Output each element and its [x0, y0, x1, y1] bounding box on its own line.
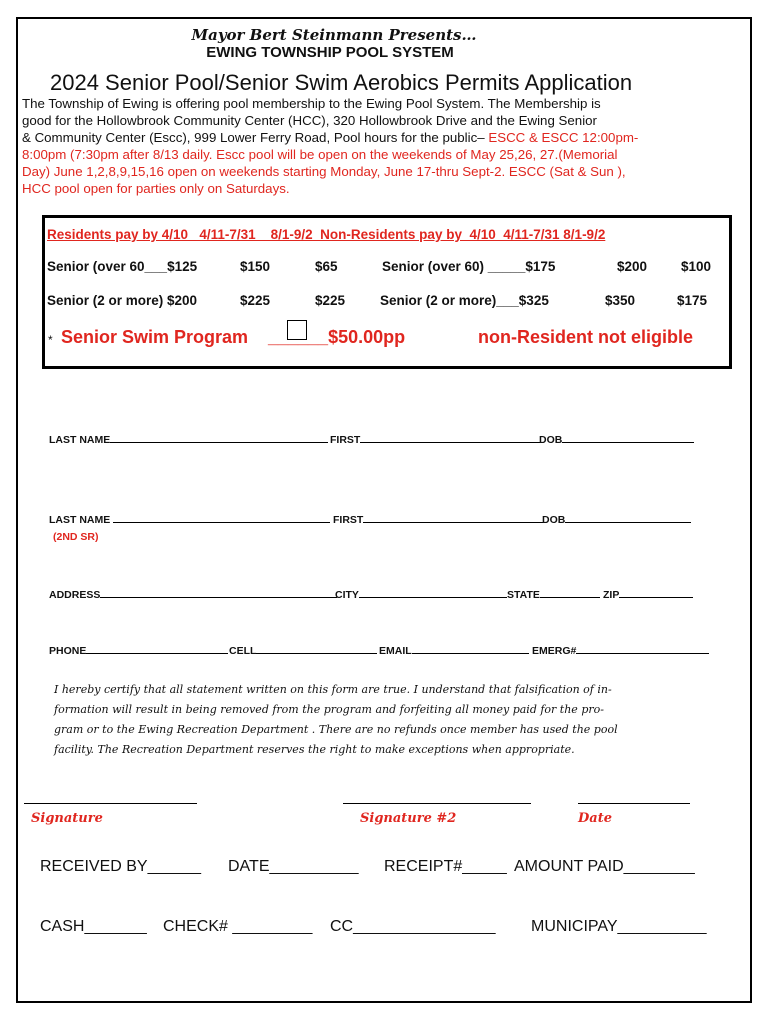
- cash-field[interactable]: CASH_______: [40, 918, 147, 935]
- municipay-field[interactable]: MUNICIPAY__________: [531, 918, 707, 935]
- intro-line: Day) June 1,2,8,9,15,16 open on weekends starting Monday, June 17-thru Sept-2. ESCC (Sat & Sun ),: [22, 164, 626, 179]
- office-date-field[interactable]: DATE__________: [228, 858, 359, 875]
- intro-paragraph: [22, 95, 750, 197]
- email-field[interactable]: [379, 644, 529, 657]
- intro-line: HCC pool open for parties only on Saturdays.: [22, 181, 290, 196]
- fee-row-senior-nonresident-label: Senior (over 60) _____$175: [382, 259, 556, 274]
- zip-line[interactable]: [619, 588, 693, 598]
- signature-2-label: Signature #2: [360, 811, 457, 826]
- city-line[interactable]: [359, 588, 507, 598]
- signature-2-line[interactable]: [343, 803, 531, 804]
- emergency-line[interactable]: [576, 644, 709, 654]
- received-by-field[interactable]: RECEIVED BY______: [40, 858, 201, 875]
- signature-label: Signature: [31, 811, 103, 826]
- dob-line[interactable]: [562, 433, 694, 443]
- email-line[interactable]: [412, 644, 529, 654]
- cell-field[interactable]: [229, 644, 377, 657]
- certify-line: formation will result in being removed from the program and forfeiting all money paid for the pro-: [54, 703, 604, 716]
- pool-system-heading: EWING TOWNSHIP POOL SYSTEM: [206, 44, 454, 61]
- fee-row-senior-value: $150: [240, 259, 271, 274]
- last-name-2-line[interactable]: [113, 513, 330, 523]
- state-field[interactable]: [507, 588, 600, 601]
- intro-line: [22, 129, 750, 146]
- amount-paid-field[interactable]: AMOUNT PAID________: [514, 858, 695, 875]
- emergency-label: EMERG#: [532, 645, 577, 657]
- intro-line: good for the Hollowbrook Community Center (HCC), 320 Hollowbrook Drive and the Ewing Senior: [22, 113, 597, 128]
- mayor-presents: Mayor Bert Steinmann Presents…: [191, 26, 477, 44]
- cc-field[interactable]: CC________________: [330, 918, 496, 935]
- phone-line[interactable]: [86, 644, 228, 654]
- phone-field[interactable]: [49, 644, 228, 657]
- fee-row-couple-value: $350: [605, 293, 636, 308]
- fee-row-senior-value: $65: [315, 259, 338, 274]
- first-name-field[interactable]: [330, 433, 540, 446]
- swim-program-star: *: [48, 333, 53, 347]
- last-name-label: LAST NAME: [49, 434, 111, 446]
- first-name-label: FIRST: [330, 434, 361, 446]
- cell-line[interactable]: [256, 644, 377, 654]
- first-name-2-label: FIRST: [333, 514, 364, 526]
- dob-2-label: DOB: [542, 514, 566, 526]
- last-name-2-label: LAST NAME: [49, 514, 111, 526]
- receipt-field[interactable]: RECEIPT#_____: [384, 858, 507, 875]
- address-label: ADDRESS: [49, 589, 101, 601]
- intro-line: 8:00pm (7:30pm after 8/13 daily. Escc pool will be open on the weekends of May 25,26, 27.(Memorial: [22, 147, 618, 162]
- cell-label: CELL: [229, 645, 257, 657]
- phone-label: PHONE: [49, 645, 87, 657]
- address-line[interactable]: [100, 588, 337, 598]
- certification-statement: [54, 680, 714, 760]
- fee-row-senior-value: $100: [681, 259, 712, 274]
- check-field[interactable]: CHECK# _________: [163, 918, 313, 935]
- intro-line-text: & Community Center (Escc), 999 Lower Ferry Road, Pool hours for the public–: [22, 130, 489, 145]
- swim-program-price: ______$50.00pp: [268, 327, 406, 347]
- dob-2-line[interactable]: [565, 513, 691, 523]
- fee-row-couple-value: $225: [315, 293, 346, 308]
- page-title: 2024 Senior Pool/Senior Swim Aerobics Permits Application: [50, 70, 633, 95]
- fee-row-couple-value: $225: [240, 293, 271, 308]
- dob-2-field[interactable]: [542, 513, 691, 526]
- city-label: CITY: [335, 589, 359, 601]
- fee-schedule-header: Residents pay by 4/10_ 4/11-7/31__8/1-9/2_Non-Residents pay by_4/10_4/11-7/31 8/1-9/2: [47, 227, 606, 242]
- intro-hours-text: ESCC & ESCC 12:00pm-: [488, 130, 639, 145]
- address-field[interactable]: [49, 588, 337, 601]
- fee-row-couple-label: Senior (2 or more) $200: [47, 293, 198, 308]
- signature-line[interactable]: [24, 803, 197, 804]
- date-line[interactable]: [578, 803, 690, 804]
- second-senior-label: (2ND SR): [53, 531, 99, 543]
- fee-row-couple-value: $175: [677, 293, 708, 308]
- nonresident-not-eligible: non-Resident not eligible: [478, 327, 693, 347]
- state-line[interactable]: [540, 588, 600, 598]
- city-field[interactable]: [335, 588, 507, 601]
- zip-field[interactable]: [603, 588, 693, 601]
- swim-program-label: Senior Swim Program: [61, 327, 249, 347]
- certify-line: facility. The Recreation Department reserves the right to make exceptions when appropriate.: [54, 743, 575, 756]
- first-name-2-field[interactable]: [333, 513, 544, 526]
- certify-line: I hereby certify that all statement written on this form are true. I understand that falsification of in-: [54, 683, 612, 696]
- certify-line: gram or to the Ewing Recreation Department . There are no refunds once member has used the pool: [54, 723, 618, 736]
- date-label: Date: [578, 811, 612, 826]
- first-name-line[interactable]: [360, 433, 540, 443]
- fee-row-senior-label: Senior (over 60___$125: [47, 259, 198, 274]
- first-name-2-line[interactable]: [363, 513, 544, 523]
- last-name-line[interactable]: [110, 433, 328, 443]
- last-name-2-field[interactable]: [49, 513, 330, 526]
- dob-label: DOB: [539, 434, 563, 446]
- email-label: EMAIL: [379, 645, 412, 657]
- emergency-field[interactable]: [532, 644, 709, 657]
- intro-line: The Township of Ewing is offering pool membership to the Ewing Pool System. The Membership is: [22, 96, 601, 111]
- dob-field[interactable]: [539, 433, 694, 446]
- state-label: STATE: [507, 589, 540, 601]
- fee-row-senior-value: $200: [617, 259, 648, 274]
- zip-label: ZIP: [603, 589, 620, 601]
- last-name-field[interactable]: [49, 433, 328, 446]
- fee-row-couple-nonresident-label: Senior (2 or more)___$325: [380, 293, 549, 308]
